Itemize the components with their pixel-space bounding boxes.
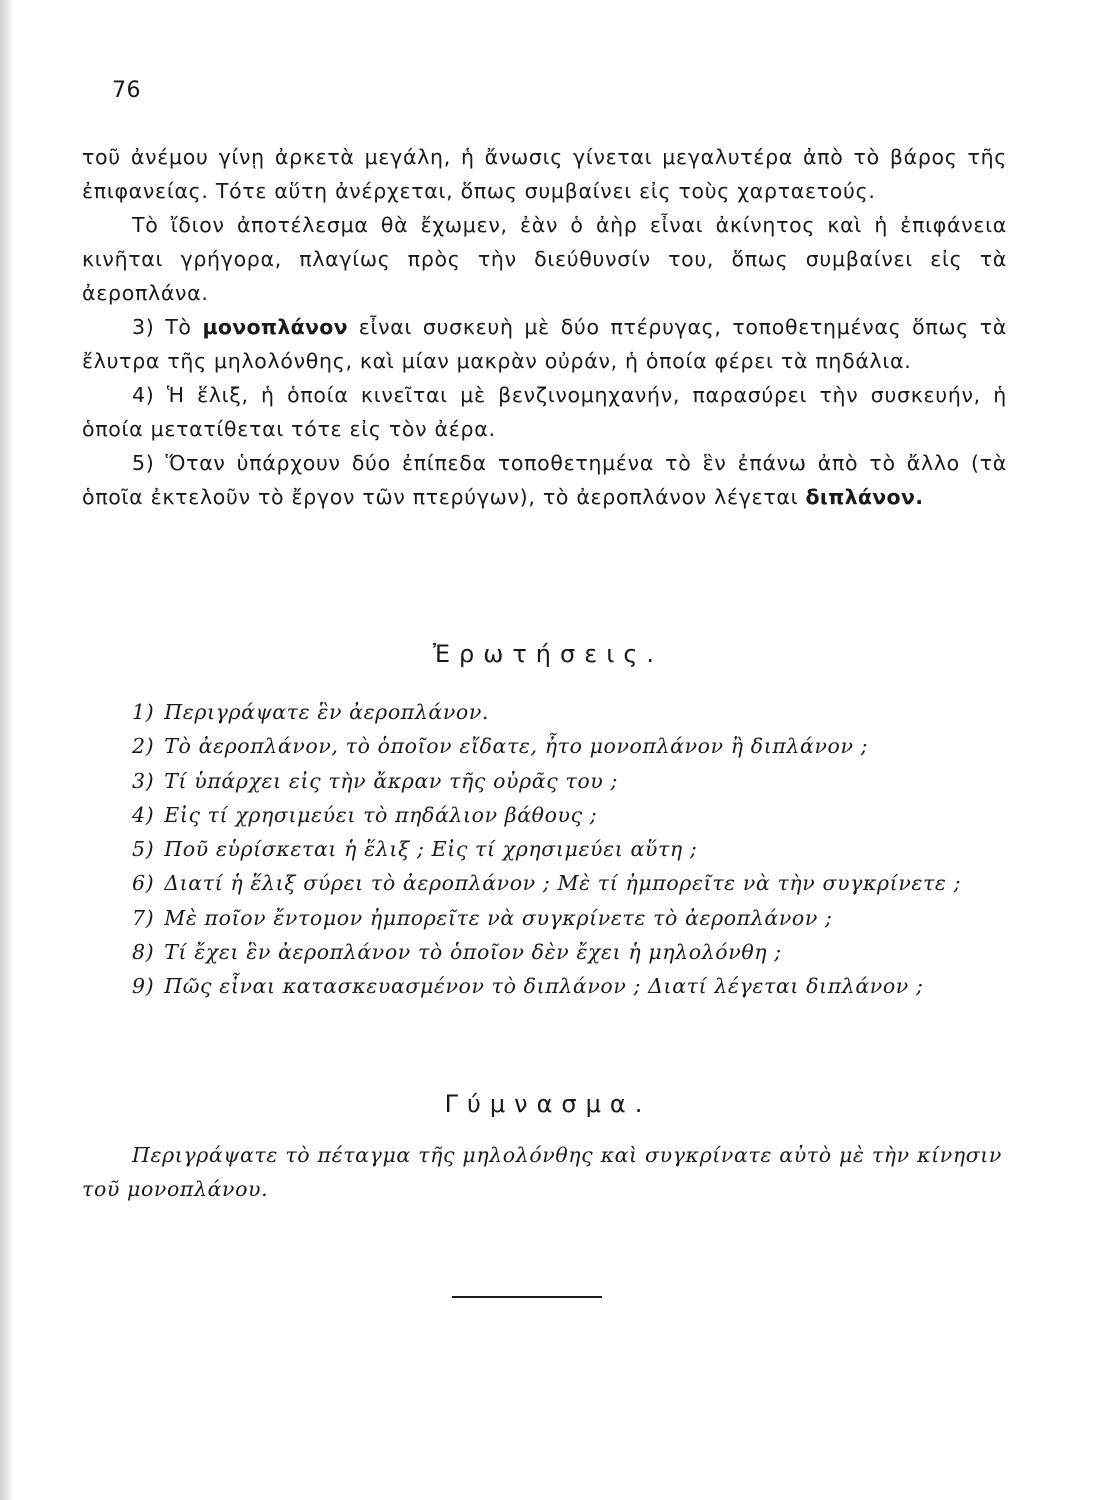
biplane-term: διπλάνον. — [805, 485, 924, 509]
paragraph-biplane — [82, 446, 1007, 514]
question-text: Τὸ ἀεροπλάνον, τὸ ὁποῖον εἴδατε, ἦτο μονοπλάνον ἢ διπλάνον ; — [164, 734, 869, 759]
question-item — [82, 969, 1002, 1003]
question-number: 8) — [132, 940, 155, 965]
paragraph-same-result: Τὸ ἴδιον ἀποτέλεσμα θὰ ἔχωμεν, ἐὰν ὁ ἀὴρ εἶναι ἀκίνητος καὶ ἡ ἐπιφάνεια κινῆται γρήγορα, πλαγίως πρὸς τὴν διεύθυνσίν του, ὅπως συμβαίνει εἰς τὰ ἀεροπλάνα. — [82, 213, 1007, 305]
exercise-heading: Γύμνασμα. — [444, 1090, 652, 1118]
question-text: Περιγράψατε ἓν ἀεροπλάνον. — [164, 700, 490, 724]
question-text: Διατί ἡ ἕλιξ σύρει τὸ ἀεροπλάνον ; Μὲ τί ἠμπορεῖτε νὰ τὴν συγκρίνετε ; — [164, 871, 962, 896]
question-text: Ποῦ εὑρίσκεται ἡ ἕλιξ ; Εἰς τί χρησιμεύει αὕτη ; — [164, 837, 698, 862]
biplane-lead: 5) Ὅταν ὑπάρχουν δύο ἐπίπεδα τοποθετημένα τὸ ἓν ἐπάνω ἀπὸ τὸ ἄλλο (τὰ ὁποῖα ἐκτελοῦν τὸ ἔργον τῶν πτερύγων), τὸ ἀεροπλάνον λέγεται — [82, 451, 1007, 509]
body-text — [82, 140, 1007, 514]
question-text: Πῶς εἶναι κατασκευασμένον τὸ διπλάνον ; Διατί λέγεται διπλάνον ; — [164, 974, 924, 999]
monoplane-lead: 3) Τὸ — [132, 315, 203, 339]
questions-heading: Ἐρωτήσεις. — [432, 640, 664, 668]
paragraph-propeller: 4) Ἡ ἕλιξ, ἡ ὁποία κινεῖται μὲ βενζινομηχανήν, παρασύρει τὴν συσκευήν, ἡ ὁποία μετατίθεται τότε εἰς τὸν ἀέρα. — [82, 383, 1007, 441]
end-rule — [452, 1296, 602, 1298]
question-number: 2) — [132, 734, 155, 759]
question-item — [82, 695, 1002, 729]
question-number: 7) — [132, 905, 155, 930]
question-number: 1) — [132, 700, 155, 724]
monoplane-rest: εἶναι συσκευὴ μὲ δύο πτέρυγας, τοποθετημένας ὅπως τὰ ἔλυτρα τῆς μηλολόνθης, καὶ μίαν μακρὰν οὐράν, ἡ ὁποία φέρει τὰ πηδάλια. — [82, 315, 1007, 373]
question-number: 9) — [132, 974, 155, 999]
question-item — [82, 935, 1002, 969]
exercise-block — [82, 1138, 1002, 1206]
question-text: Τί ὑπάρχει εἰς τὴν ἄκραν τῆς οὐρᾶς του ; — [164, 768, 618, 793]
page-number: 76 — [112, 78, 141, 103]
question-item — [82, 798, 1002, 832]
question-number: 3) — [132, 768, 155, 793]
question-item — [82, 832, 1002, 866]
paragraph-continuation: τοῦ ἀνέμου γίνῃ ἀρκετὰ μεγάλη, ἡ ἄνωσις γίνεται μεγαλυτέρα ἀπὸ τὸ βάρος τῆς ἐπιφανείας. Τότε αὕτη ἀνέρχεται, ὅπως συμβαίνει εἰς τοὺς χαρταετούς. — [82, 145, 1007, 203]
question-item — [82, 901, 1002, 935]
question-item — [82, 866, 1002, 900]
question-text: Εἰς τί χρησιμεύει τὸ πηδάλιον βάθους ; — [164, 802, 598, 827]
question-number: 5) — [132, 837, 155, 862]
monoplane-term: μονοπλάνον — [202, 315, 348, 339]
paragraph-monoplane — [82, 310, 1007, 378]
question-text: Τί ἔχει ἓν ἀεροπλάνον τὸ ὁποῖον δὲν ἔχει ἡ μηλολόνθη ; — [164, 940, 782, 965]
questions-list — [82, 695, 1002, 1004]
question-item — [82, 764, 1002, 798]
exercise-text: Περιγράψατε τὸ πέταγμα τῆς μηλολόνθης καὶ συγκρίνατε αὐτὸ μὲ τὴν κίνησιν τοῦ μονοπλάνου. — [82, 1143, 1002, 1201]
page-edge-shadow — [0, 0, 14, 1500]
question-number: 4) — [132, 802, 155, 827]
question-number: 6) — [132, 871, 155, 896]
question-text: Μὲ ποῖον ἔντομον ἠμπορεῖτε νὰ συγκρίνετε τὸ ἀεροπλάνον ; — [164, 905, 833, 930]
question-item — [82, 729, 1002, 763]
